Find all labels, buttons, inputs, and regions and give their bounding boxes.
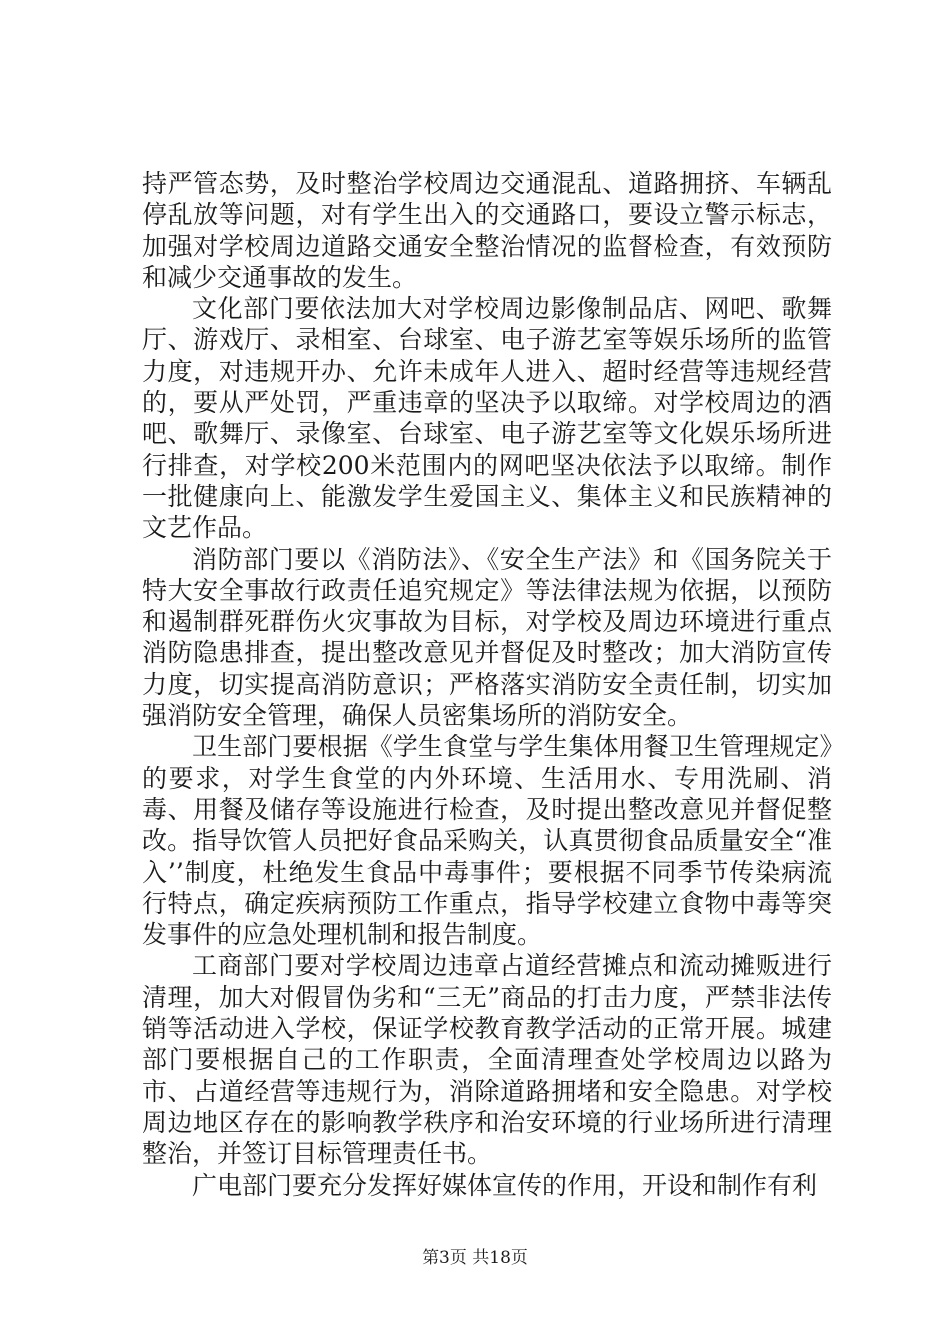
paragraph-health-department: 卫生部门要根据《学生食堂与学生集体用餐卫生管理规定》的要求，对学生食堂的内外环境、生活用水、专用洗刷、消毒、用餐及储存等设施进行检查，及时提出整改意见并督促整改。指导饮管人员把好食品采购关，认真贯彻食品质量安全“准入’’制度，杜绝发生食品中毒事件；要根据不同季节传染病流行特点，确定疾病预防工作重点，指导学校建立食物中毒等突发事件的应急处理机制和报告制度。: [142, 732, 832, 950]
paragraph-traffic-continuation: 持严管态势，及时整治学校周边交通混乱、道路拥挤、车辆乱停乱放等问题，对有学生出入的交通路口，要设立警示标志，加强对学校周边道路交通安全整治情况的监督检查，有效预防和减少交通事故的发生。: [142, 169, 832, 292]
paragraph-commerce-department: 工商部门要对学校周边违章占道经营摊点和流动摊贩进行清理，加大对假冒伪劣和“三无”商品的打击力度，严禁非法传销等活动进入学校，保证学校教育教学活动的正常开展。城建部门要根据自己的工作职责，全面清理查处学校周边以路为市、占道经营等违规行为，消除道路拥堵和安全隐患。对学校周边地区存在的影响教学秩序和治安环境的行业场所进行清理整治，并签订目标管理责任书。: [142, 951, 832, 1169]
paragraph-broadcast-department: 广电部门要充分发挥好媒体宣传的作用，开设和制作有利: [192, 1170, 818, 1200]
document-body: [142, 168, 832, 1201]
paragraph-fire-department: 消防部门要以《消防法》、《安全生产法》和《国务院关于特大安全事故行政责任追究规定》等法律法规为依据，以预防和遏制群死群伤火灾事故为目标，对学校及周边环境进行重点消防隐患排查，提出整改意见并督促及时整改；加大消防宣传力度，切实提高消防意识；严格落实消防安全责任制，切实加强消防安全管理，确保人员密集场所的消防安全。: [142, 544, 832, 731]
page-number-footer: 第3页 共18页: [422, 1248, 528, 1268]
paragraph-culture-department: 文化部门要依法加大对学校周边影像制品店、网吧、歌舞厅、游戏厅、录相室、台球室、电子游艺室等娱乐场所的监管力度，对违规开办、允许未成年人进入、超时经营等违规经营的，要从严处罚，严重违章的坚决予以取缔。对学校周边的酒吧、歌舞厅、录像室、台球室、电子游艺室等文化娱乐场所进行排查，对学校200米范围内的网吧坚决依法予以取缔。制作一批健康向上、能激发学生爱国主义、集体主义和民族精神的文艺作品。: [142, 294, 832, 543]
